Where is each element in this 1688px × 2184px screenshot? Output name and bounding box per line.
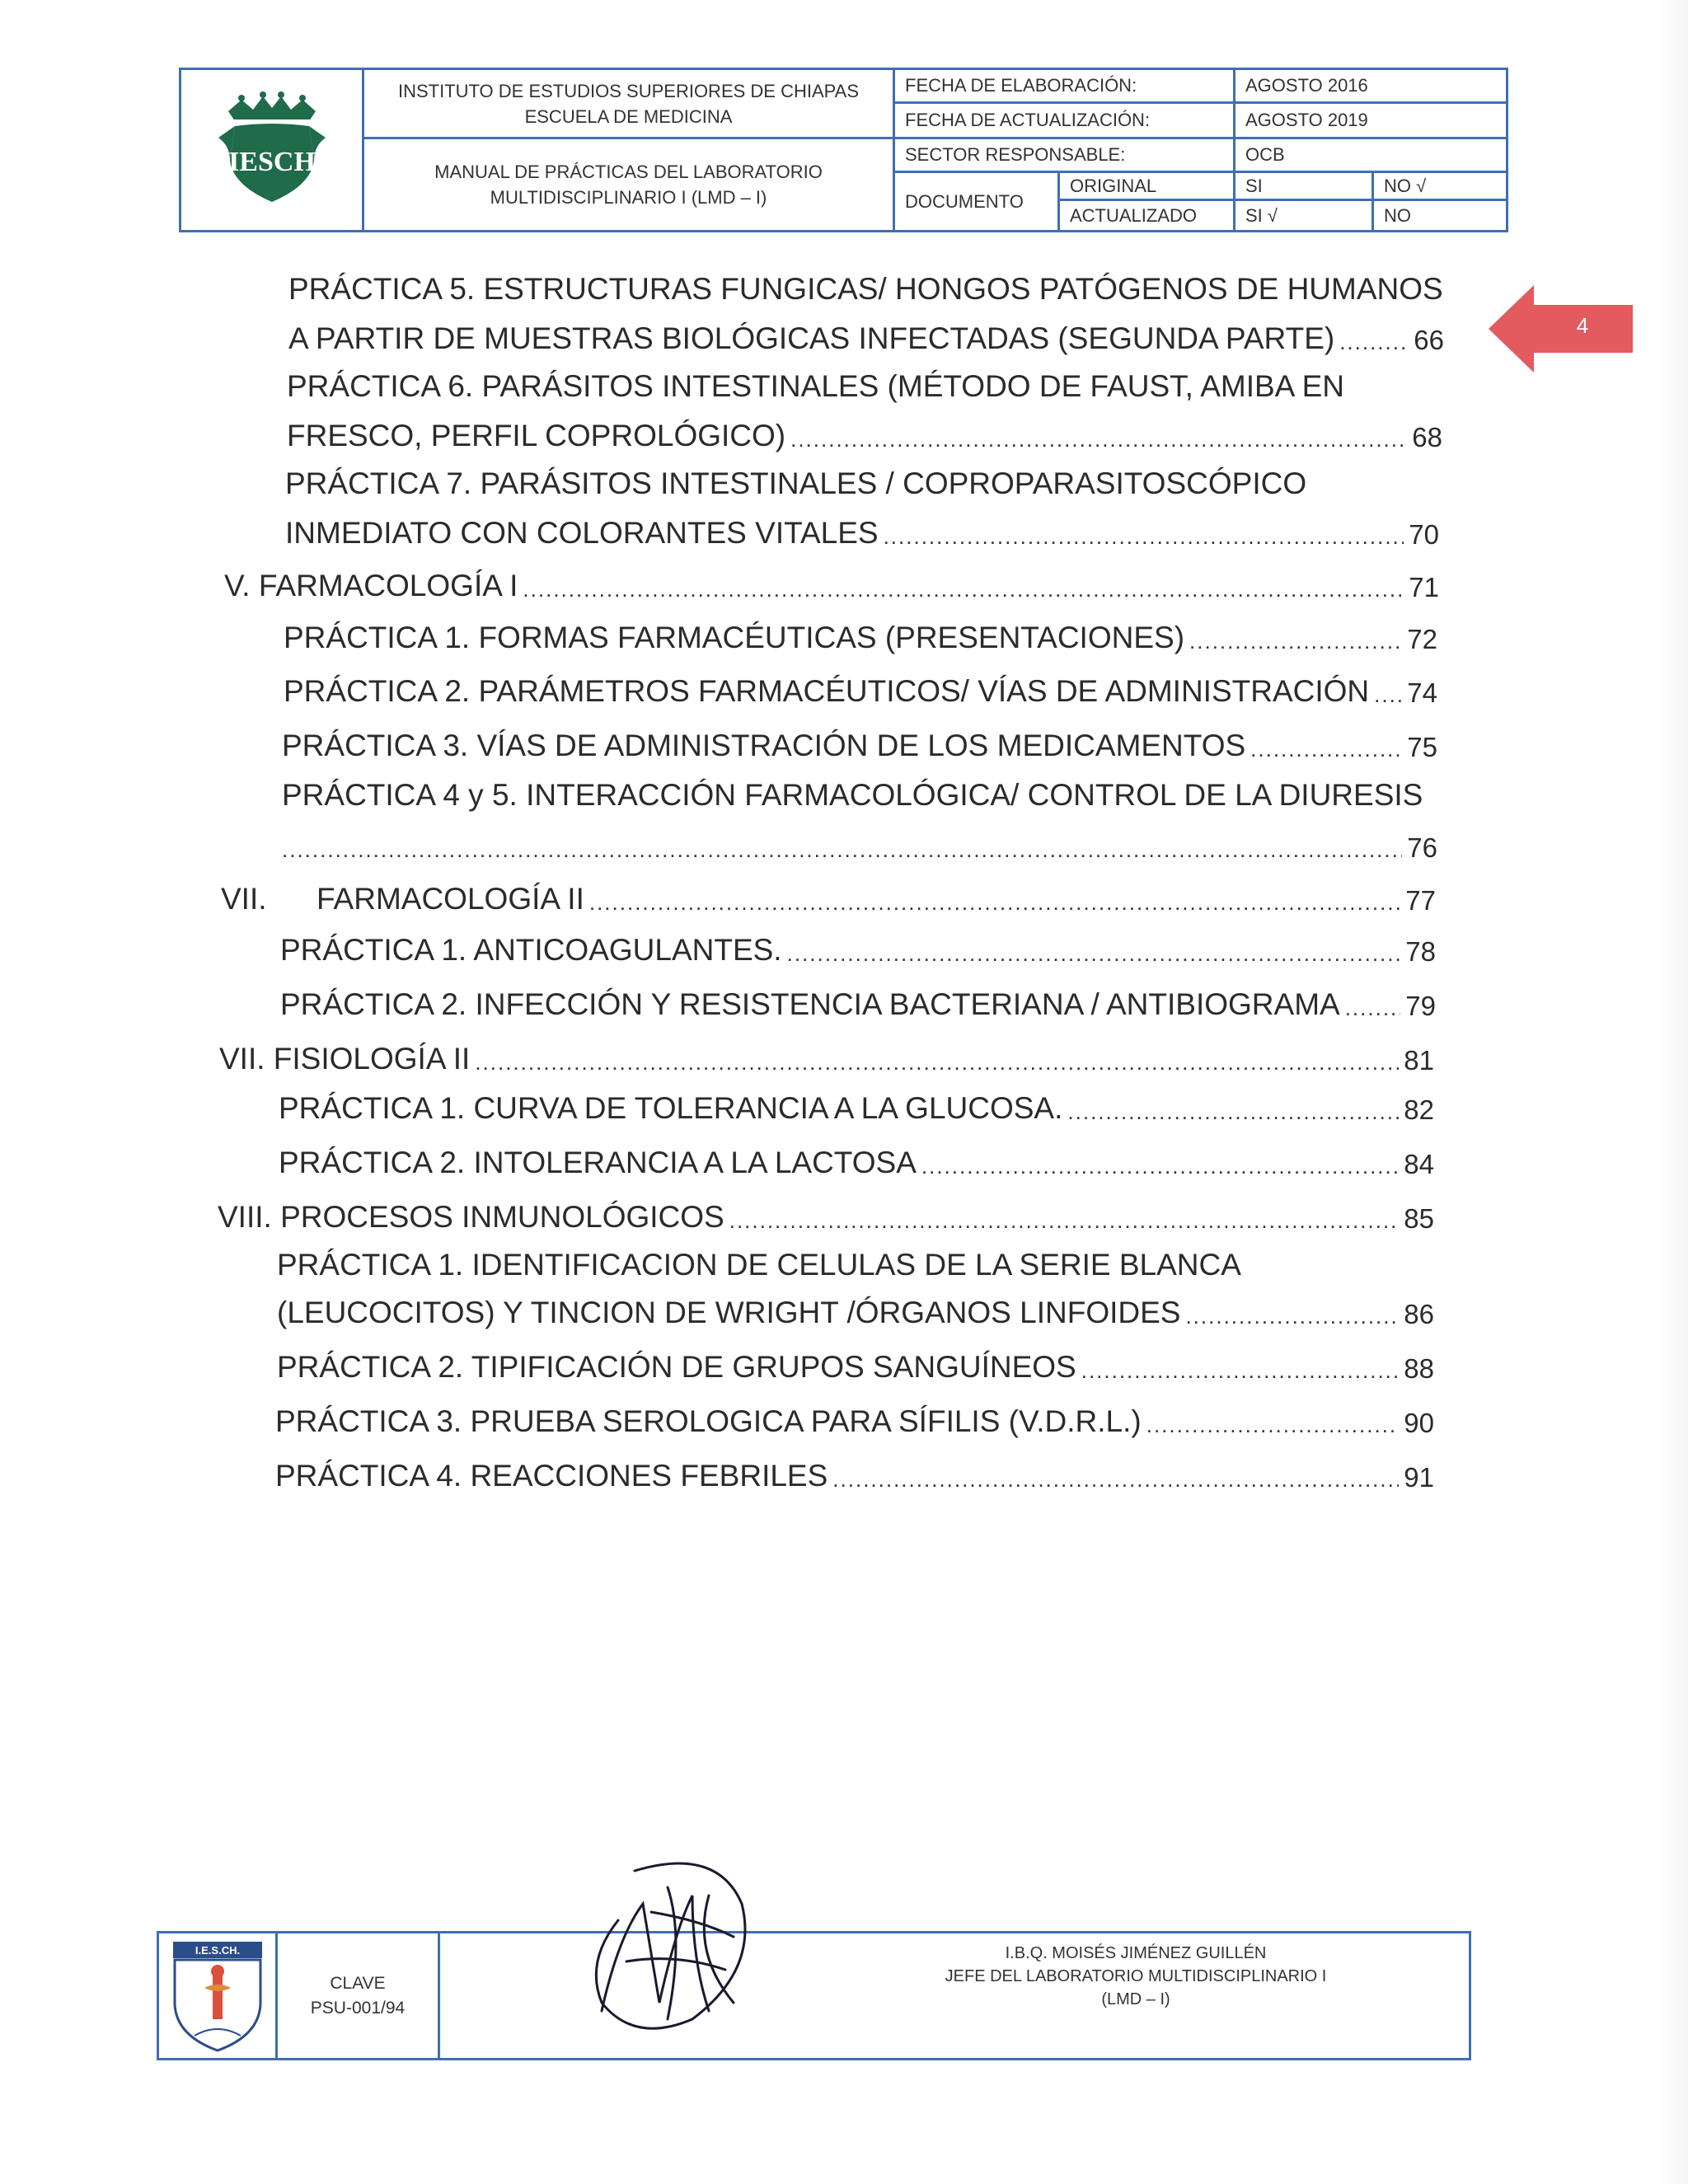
document-footer [157,1931,1471,2060]
document-header [179,68,1508,232]
institute-logo [181,70,364,230]
toc-entry-farm1-p2[interactable] [284,669,1437,709]
toc-leader-dots [1067,1098,1399,1126]
toc-leader-dots [832,1465,1399,1493]
documento-label: DOCUMENTO [895,173,1060,230]
actualizado-label: ACTUALIZADO [1060,201,1236,230]
toc-page-number: 85 [1404,1203,1434,1234]
toc-page-number: 79 [1405,991,1436,1021]
original-label: ORIGINAL [1060,173,1236,201]
toc-section-farmacologia-2[interactable] [221,877,1436,916]
toc-page-number: 77 [1405,885,1436,916]
toc-entry-title: A PARTIR DE MUESTRAS BIOLÓGICAS INFECTADAS (SEGUNDA PARTE) [288,321,1335,355]
iesch-crest-icon [210,88,334,212]
institute-line-2: ESCUELA DE MEDICINA [524,105,733,127]
toc-leader-dots [790,425,1407,453]
toc-entry-title: PRÁCTICA 4. REACCIONES FEBRILES [275,1459,828,1493]
toc-entry-title: PRÁCTICA 3. PRUEBA SEROLOGICA PARA SÍFILIS (V.D.R.L.) [275,1404,1142,1438]
institute-name [364,70,893,139]
institute-line-1: INSTITUTO DE ESTUDIOS SUPERIORES DE CHIAPAS [397,80,860,101]
toc-entry-title: FRESCO, PERFIL COPROLÓGICO) [287,419,786,452]
toc-entry-farm2-p1[interactable] [280,928,1436,968]
toc-section-title: V. FARMACOLOGÍA I [224,569,518,602]
toc-entry-farm1-p45-line1: PRÁCTICA 4 y 5. INTERACCIÓN FARMACOLÓGICA/ CONTROL DE LA DIURESIS [282,778,1423,812]
toc-section-inmunologicos[interactable] [218,1195,1434,1235]
toc-leader-dots [787,940,1401,968]
toc-entry-title: INMEDIATO CON COLORANTES VITALES [285,516,879,550]
toc-entry-farm1-p1[interactable] [284,616,1437,655]
toc-entry-micro-p6[interactable] [287,414,1442,453]
toc-entry-fisio2-p2[interactable] [279,1141,1434,1180]
footer-logo [159,1933,278,2058]
fecha-elaboracion-value: AGOSTO 2016 [1236,70,1506,104]
toc-entry-farm1-p45[interactable] [282,824,1437,864]
toc-leader-dots [1146,1411,1400,1439]
clave-label: CLAVE [330,1973,386,1993]
toc-entry-micro-p6-line1: PRÁCTICA 6. PARÁSITOS INTESTINALES (MÉTODO DE FAUST, AMIBA EN [287,369,1344,403]
sector-value: OCB [1236,139,1506,173]
toc-entry-farm1-p3[interactable] [282,724,1437,763]
manual-line-2: MULTIDISCIPLINARIO I (LMD – I) [490,187,767,208]
toc-leader-dots [1374,681,1402,709]
signer-block [921,1942,1350,2011]
signer-title: JEFE DEL LABORATORIO MULTIDISCIPLINARIO I [945,1967,1327,1985]
toc-section-farmacologia-1[interactable] [224,564,1439,603]
toc-entry-inmuno-p1[interactable] [277,1291,1434,1330]
toc-leader-dots [1339,328,1409,356]
toc-page-number: 75 [1407,732,1437,762]
toc-page-number: 74 [1407,677,1437,708]
page-number: 4 [1576,313,1589,338]
toc-page-number: 71 [1409,572,1439,602]
clave-value: PSU-001/94 [310,1998,406,2018]
toc-page-number: 90 [1404,1408,1434,1438]
toc-page-number: 84 [1404,1149,1434,1179]
toc-leader-dots [475,1048,1399,1076]
toc-page-number: 81 [1404,1045,1434,1076]
toc-leader-dots [729,1207,1400,1235]
toc-leader-dots [1185,1302,1399,1330]
toc-entry-title: (LEUCOCITOS) Y TINCION DE WRIGHT /ÓRGANOS LINFOIDES [277,1296,1181,1329]
toc-section-title: VII. FISIOLOGÍA II [219,1042,471,1076]
toc-page-number: 91 [1404,1462,1434,1493]
toc-entry-inmuno-p1-line1: PRÁCTICA 1. IDENTIFICACION DE CELULAS DE LA SERIE BLANCA [277,1248,1241,1282]
toc-page-number: 76 [1407,832,1437,863]
toc-page-number: 66 [1414,325,1444,355]
toc-leader-dots [921,1152,1399,1180]
toc-leader-dots [1189,627,1402,655]
toc-section-title: VIII. PROCESOS INMUNOLÓGICOS [218,1200,724,1234]
original-no: NO √ [1374,173,1506,201]
toc-entry-title: PRÁCTICA 1. FORMAS FARMACÉUTICAS (PRESENTACIONES) [284,621,1185,654]
toc-section-title: FARMACOLOGÍA II [316,882,584,916]
toc-page-number: 88 [1404,1353,1434,1384]
toc-entry-title: PRÁCTICA 2. INFECCIÓN Y RESISTENCIA BACTERIANA / ANTIBIOGRAMA [280,987,1340,1021]
toc-leader-dots [1250,735,1402,763]
toc-entry-micro-p7[interactable] [285,511,1439,551]
toc-entry-title: PRÁCTICA 2. TIPIFICACIÓN DE GRUPOS SANGUÍNEOS [277,1350,1076,1384]
handwritten-signature-icon [569,1838,783,2052]
manual-line-1: MANUAL DE PRÁCTICAS DEL LABORATORIO [434,162,823,182]
toc-page-number: 72 [1407,624,1437,654]
toc-entry-micro-p7-line1: PRÁCTICA 7. PARÁSITOS INTESTINALES / COPROPARASITOSCÓPICO [285,466,1307,500]
fecha-actualizacion-value: AGOSTO 2019 [1236,104,1506,139]
toc-entry-fisio2-p1[interactable] [279,1086,1434,1126]
toc-entry-micro-p5[interactable] [288,316,1444,356]
logo-text: IESCH [227,147,316,177]
toc-page-number: 82 [1404,1094,1434,1125]
toc-leader-dots [523,575,1404,603]
toc-leader-dots [1081,1357,1400,1385]
toc-page-number: 70 [1409,519,1439,550]
signer-name: I.B.Q. MOISÉS JIMÉNEZ GUILLÉN [1005,1944,1267,1962]
toc-page-number: 86 [1404,1299,1434,1329]
toc-entry-title: PRÁCTICA 2. INTOLERANCIA A LA LACTOSA [279,1146,917,1179]
actualizado-no: NO [1384,204,1411,226]
toc-entry-title: PRÁCTICA 2. PARÁMETROS FARMACÉUTICOS/ VÍAS DE ADMINISTRACIÓN [284,674,1370,708]
toc-entry-farm2-p2[interactable] [280,982,1436,1022]
footer-logo-text: I.E.S.CH. [195,1943,240,1957]
toc-section-fisiologia-2[interactable] [219,1037,1434,1076]
actualizado-si: SI √ [1236,201,1374,230]
toc-entry-inmuno-p4[interactable] [275,1454,1434,1493]
footer-clave [278,1933,440,2058]
toc-page-number: 68 [1412,422,1442,452]
signer-unit: (LMD – I) [1101,1990,1170,2008]
original-si: SI [1236,173,1374,201]
header-info-grid [893,70,1506,230]
toc-entry-inmuno-p2[interactable] [277,1345,1434,1385]
sector-label: SECTOR RESPONSABLE: [895,139,1236,173]
toc-leader-dots [884,523,1404,551]
toc-entry-title: PRÁCTICA 3. VÍAS DE ADMINISTRACIÓN DE LOS MEDICAMENTOS [282,729,1246,762]
fecha-elaboracion-label: FECHA DE ELABORACIÓN: [895,70,1236,104]
toc-entry-inmuno-p3[interactable] [275,1399,1434,1439]
toc-entry-title: PRÁCTICA 1. CURVA DE TOLERANCIA A LA GLUCOSA. [279,1091,1063,1125]
toc-page-number: 78 [1405,936,1436,967]
iesch-shield-icon [170,1938,265,2054]
toc-leader-dots [1345,994,1401,1022]
scan-edge [1658,0,1688,2184]
toc-leader-dots [589,888,1400,916]
toc-section-number: VII. [221,882,267,916]
toc-entry-micro-p5-line1: PRÁCTICA 5. ESTRUCTURAS FUNGICAS/ HONGOS PATÓGENOS DE HUMANOS [288,272,1443,306]
toc-entry-title: PRÁCTICA 1. ANTICOAGULANTES. [280,933,782,967]
manual-title [364,139,893,230]
fecha-actualizacion-label: FECHA DE ACTUALIZACIÓN: [895,104,1236,139]
toc-leader-dots [282,836,1402,864]
